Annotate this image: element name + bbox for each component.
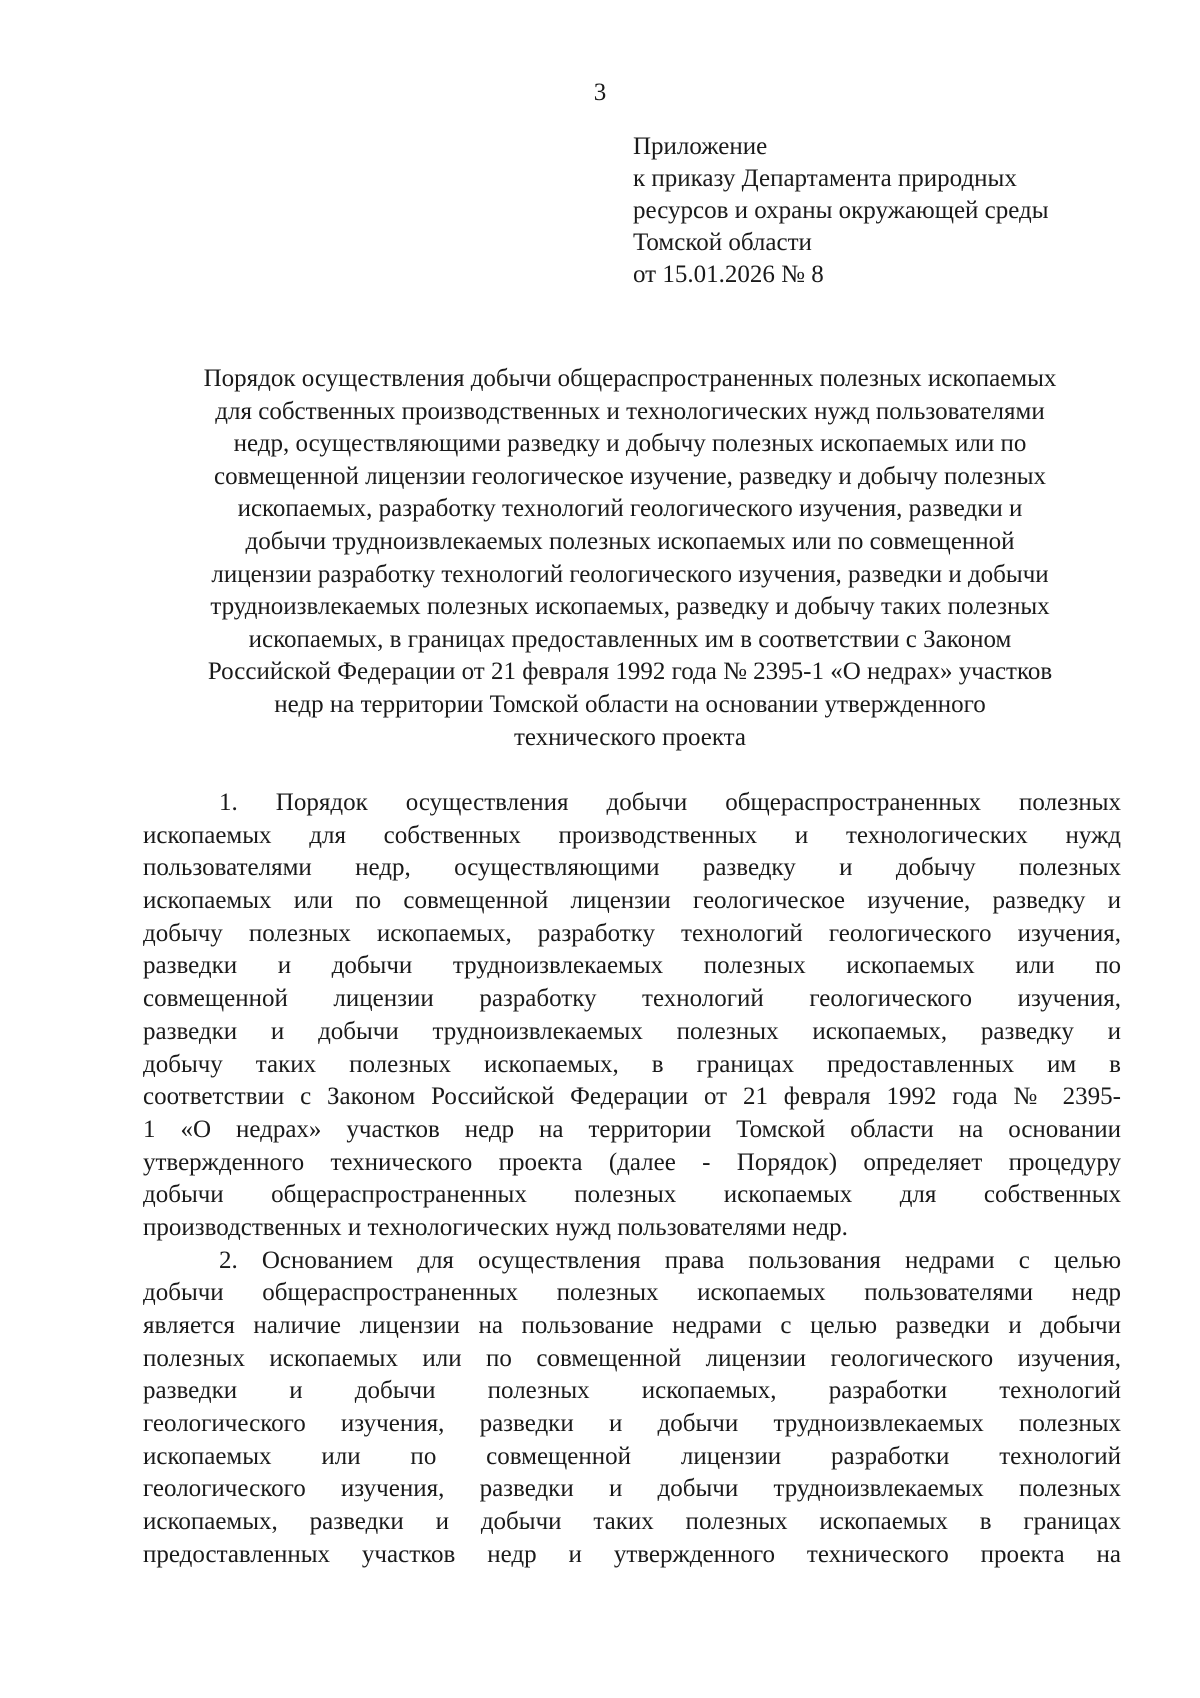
title-line: Российской Федерации от 21 февраля 1992 года № 2395-1 «О недрах» участков: [207, 658, 1053, 686]
appendix-header: [633, 131, 1049, 291]
text-line: предоставленных участков недр и утвержденного технического проекта на: [143, 1540, 1121, 1568]
text-line: ископаемых или по совмещенной лицензии разработки технологий: [143, 1442, 1121, 1470]
text-line: 2. Основанием для осуществления права пользования недрами с целью: [219, 1246, 1121, 1274]
title-line: трудноизвлекаемых полезных ископаемых, разведку и добычу таких полезных: [210, 593, 1050, 621]
title-line: для собственных производственных и технологических нужд пользователями: [215, 397, 1045, 425]
text-line: производственных и технологических нужд пользователями недр.: [143, 1213, 848, 1241]
title-line: Порядок осуществления добычи общераспространенных полезных ископаемых: [203, 365, 1057, 392]
appendix-line: Приложение: [633, 133, 768, 160]
text-line: утвержденного технического проекта (далее - Порядок) определяет процедуру: [143, 1148, 1121, 1176]
text-line: ископаемых для собственных производственных и технологических нужд: [143, 821, 1121, 849]
paragraph-1: [143, 787, 1121, 1245]
title-line: недр, осуществляющими разведку и добычу полезных ископаемых или по: [233, 430, 1027, 458]
page-number: 3: [593, 79, 607, 106]
appendix-line: Томской области: [633, 229, 812, 256]
text-line: ископаемых, разведки и добычи таких полезных ископаемых в границах: [143, 1508, 1121, 1536]
appendix-line: к приказу Департамента природных: [633, 165, 1017, 192]
text-line: 1. Порядок осуществления добычи общераспространенных полезных: [219, 789, 1121, 816]
text-line: добычу полезных ископаемых, разработку технологий геологического изучения,: [143, 919, 1121, 947]
text-line: геологического изучения, разведки и добычи трудноизвлекаемых полезных: [143, 1410, 1121, 1438]
text-line: добычи общераспространенных полезных ископаемых для собственных: [143, 1181, 1121, 1209]
title-line: технического проекта: [513, 723, 747, 751]
text-line: 1 «О недрах» участков недр на территории Томской области на основании: [143, 1115, 1121, 1143]
text-line: геологического изучения, разведки и добычи трудноизвлекаемых полезных: [143, 1475, 1121, 1503]
text-line: разведки и добычи полезных ископаемых, разработки технологий: [143, 1377, 1121, 1405]
appendix-line: от 15.01.2026 № 8: [633, 261, 824, 288]
document-body: [143, 787, 1121, 1572]
text-line: пользователями недр, осуществляющими разведку и добычу полезных: [143, 854, 1121, 882]
text-line: ископаемых или по совмещенной лицензии геологическое изучение, разведку и: [143, 887, 1121, 915]
title-line: добычи трудноизвлекаемых полезных ископаемых или по совмещенной: [245, 527, 1015, 555]
title-line: недр на территории Томской области на основании утвержденного: [274, 690, 986, 718]
appendix-line: ресурсов и охраны окружающей среды: [633, 197, 1049, 224]
paragraph-2: [143, 1245, 1121, 1572]
title-line: ископаемых, в границах предоставленных им в соответствии с Законом: [248, 625, 1012, 653]
text-line: разведки и добычи трудноизвлекаемых полезных ископаемых, разведку и: [143, 1017, 1121, 1045]
document-title: [140, 363, 1120, 754]
text-line: соответствии с Законом Российской Федерации от 21 февраля 1992 года № 2395-: [143, 1083, 1121, 1111]
text-line: добычи общераспространенных полезных ископаемых пользователями недр: [143, 1279, 1121, 1307]
text-line: совмещенной лицензии разработку технологий геологического изучения,: [143, 985, 1121, 1013]
title-line: ископаемых, разработку технологий геологического изучения, разведки и: [237, 495, 1023, 523]
text-line: добычу таких полезных ископаемых, в границах предоставленных им в: [143, 1050, 1121, 1078]
title-line: лицензии разработку технологий геологического изучения, разведки и добычи: [211, 560, 1049, 588]
text-line: полезных ископаемых или по совмещенной лицензии геологического изучения,: [143, 1344, 1121, 1372]
text-line: является наличие лицензии на пользование недрами с целью разведки и добычи: [143, 1312, 1121, 1339]
text-line: разведки и добычи трудноизвлекаемых полезных ископаемых или по: [143, 952, 1121, 980]
title-line: совмещенной лицензии геологическое изучение, разведку и добычу полезных: [213, 462, 1046, 490]
